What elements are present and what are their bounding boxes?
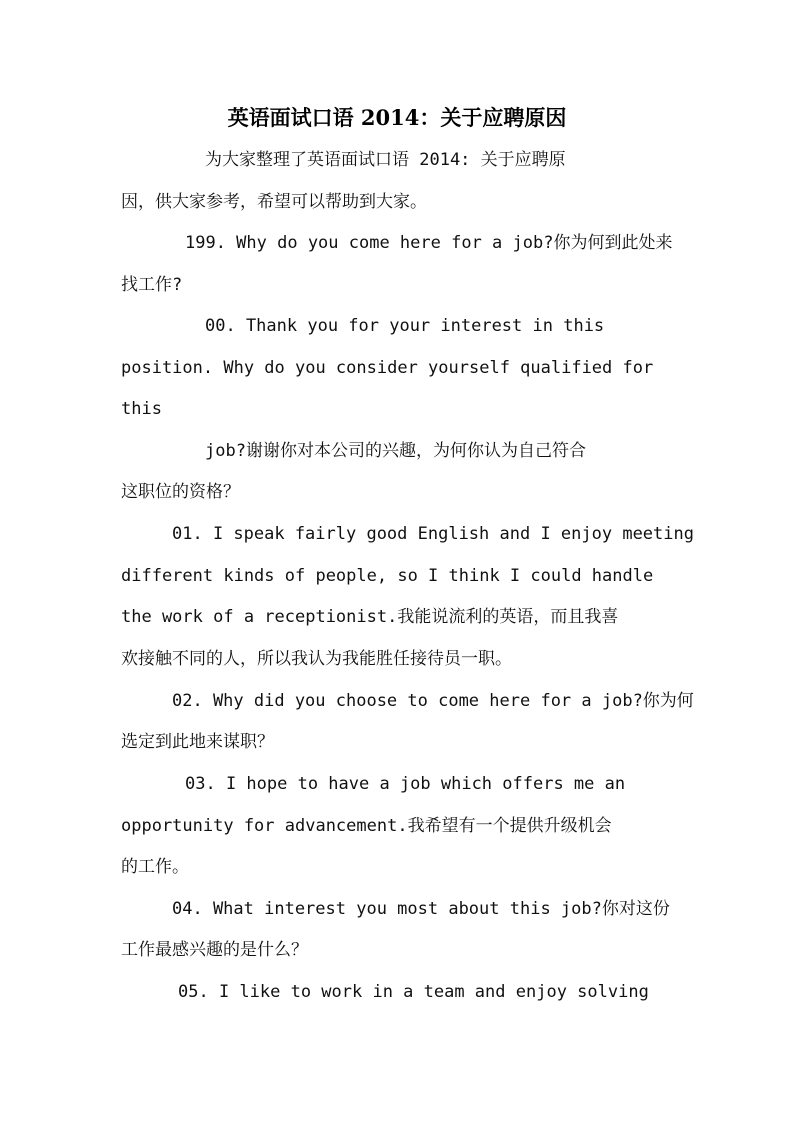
item-01-line-3: the work of a receptionist.我能说流利的英语，而且我喜 bbox=[121, 607, 619, 627]
item-199-line-1: 199. Why do you come here for a job?你为何到此处来 bbox=[185, 233, 673, 253]
item-00-line-2: position. Why do you consider yourself qualified for bbox=[121, 358, 654, 378]
item-01-line-4: 欢接触不同的人，所以我认为我能胜任接待员一职。 bbox=[121, 649, 512, 669]
item-00-line-1: 00. Thank you for your interest in this bbox=[205, 316, 605, 336]
item-00-line-3: this bbox=[121, 399, 162, 419]
item-03-line-2: opportunity for advancement.我希望有一个提供升级机会 bbox=[121, 816, 612, 836]
item-03-line-1: 03. I hope to have a job which offers me an bbox=[185, 774, 626, 794]
intro-line-2: 因，供大家参考，希望可以帮助到大家。 bbox=[121, 192, 427, 212]
item-04-line-1: 04. What interest you most about this job?你对这份 bbox=[172, 899, 670, 919]
item-03-line-3: 的工作。 bbox=[121, 857, 189, 877]
item-01-line-2: different kinds of people, so I think I could handle bbox=[121, 566, 654, 586]
document-title: 英语面试口语 2014：关于应聘原因 bbox=[227, 105, 567, 130]
item-04-line-2: 工作最感兴趣的是什么？ bbox=[121, 940, 308, 960]
item-199-line-2: 找工作? bbox=[121, 275, 183, 295]
item-01-line-1: 01. I speak fairly good English and I enjoy meeting bbox=[172, 524, 694, 544]
item-00-line-4: job?谢谢你对本公司的兴趣，为何你认为自己符合 bbox=[205, 441, 586, 461]
item-02-line-2: 选定到此地来谋职？ bbox=[121, 732, 274, 752]
item-02-line-1: 02. Why did you choose to come here for a job?你为何 bbox=[172, 691, 694, 711]
item-00-line-5: 这职位的资格？ bbox=[121, 482, 240, 502]
item-05-line-1: 05. I like to work in a team and enjoy solving bbox=[178, 982, 649, 1002]
intro-line-1: 为大家整理了英语面试口语 2014: 关于应聘原 bbox=[205, 150, 566, 170]
